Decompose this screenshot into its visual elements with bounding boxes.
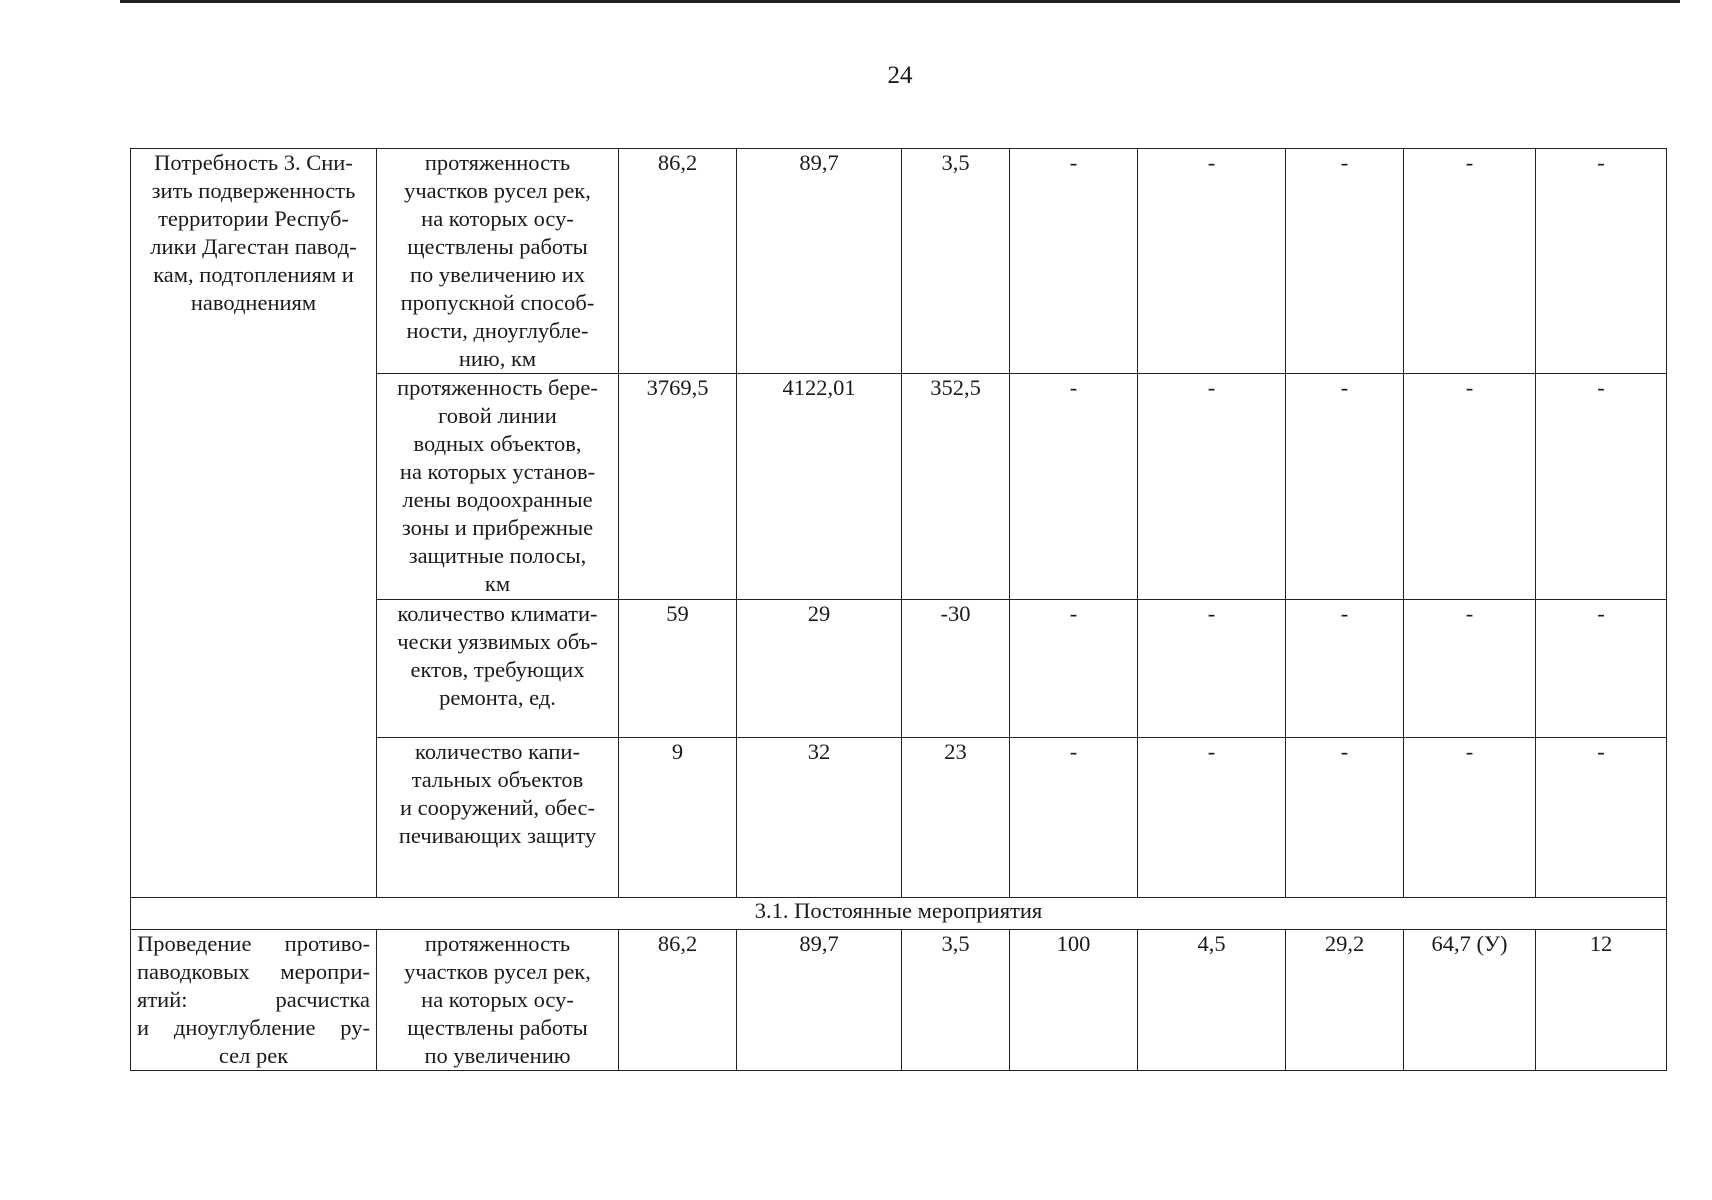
indicator-cell xyxy=(377,149,619,374)
page-top-edge xyxy=(120,0,1680,3)
value-cell: - xyxy=(1536,738,1667,898)
value-cell: - xyxy=(1404,738,1536,898)
indicator-line: км xyxy=(484,571,511,596)
value-cell: 89,7 xyxy=(737,149,902,374)
need-line: кам, подтоплениям и xyxy=(153,262,354,287)
value-cell: - xyxy=(1010,374,1138,600)
table-row xyxy=(131,930,1667,1071)
indicator-line: на которых установ- xyxy=(399,459,596,484)
table-row xyxy=(131,149,1667,374)
indicator-line: участков русел рек, xyxy=(404,959,591,984)
value-cell: 9 xyxy=(619,738,737,898)
indicator-line: и сооружений, обес- xyxy=(399,795,596,820)
indicator-line: лены водоохранные xyxy=(402,487,593,512)
value-cell: 23 xyxy=(902,738,1010,898)
indicator-line: тальных объектов xyxy=(411,767,584,792)
event-line: сел рек xyxy=(218,1043,289,1068)
indicator-cell xyxy=(377,930,619,1071)
value-cell: 29,2 xyxy=(1286,930,1404,1071)
value-cell: - xyxy=(1286,374,1404,600)
value-cell: 3,5 xyxy=(902,149,1010,374)
value-cell: - xyxy=(1536,374,1667,600)
value-cell: 3,5 xyxy=(902,930,1010,1071)
value-cell: - xyxy=(1286,738,1404,898)
value-cell: - xyxy=(1286,600,1404,738)
value-cell: 86,2 xyxy=(619,930,737,1071)
value-cell: -30 xyxy=(902,600,1010,738)
indicator-line: участков русел рек, xyxy=(404,178,591,203)
need-line: лики Дагестан павод- xyxy=(150,234,357,259)
value-cell: - xyxy=(1138,149,1286,374)
need-line: наводнениям xyxy=(190,290,317,315)
event-cell xyxy=(131,930,377,1071)
event-line: Проведение противо- xyxy=(137,931,370,956)
indicator-cell xyxy=(377,374,619,600)
value-cell: - xyxy=(1010,600,1138,738)
value-cell: - xyxy=(1286,149,1404,374)
value-cell: - xyxy=(1138,600,1286,738)
value-cell: - xyxy=(1536,149,1667,374)
section-title: 3.1. Постоянные мероприятия xyxy=(131,898,1667,930)
value-cell: 59 xyxy=(619,600,737,738)
indicator-line: протяженность бере- xyxy=(397,375,598,400)
event-line: паводковых меропри- xyxy=(137,959,370,984)
indicator-line: ществлены работы xyxy=(407,234,588,259)
indicator-line: на которых осу- xyxy=(421,987,574,1012)
value-cell: - xyxy=(1138,738,1286,898)
indicator-line: пропускной способ- xyxy=(400,290,595,315)
indicator-line: по увеличению их xyxy=(409,262,586,287)
indicator-line: ществлены работы xyxy=(407,1015,588,1040)
indicator-line: протяженность xyxy=(424,150,571,175)
value-cell: - xyxy=(1404,149,1536,374)
indicator-line: количество капи- xyxy=(415,739,580,764)
indicator-cell xyxy=(377,600,619,738)
indicator-line: чески уязвимых объ- xyxy=(397,629,598,654)
value-cell: - xyxy=(1138,374,1286,600)
event-line: и дноуглубление ру- xyxy=(137,1015,370,1040)
value-cell: 4,5 xyxy=(1138,930,1286,1071)
value-cell: 352,5 xyxy=(902,374,1010,600)
need-line: зить подверженность xyxy=(151,178,356,203)
need-line: территории Респуб- xyxy=(158,206,349,231)
value-cell: 29 xyxy=(737,600,902,738)
section-row xyxy=(131,898,1667,930)
indicator-line: количество климати- xyxy=(397,601,598,626)
value-cell: - xyxy=(1536,600,1667,738)
indicator-line: зоны и прибрежные xyxy=(401,515,594,540)
value-cell: - xyxy=(1010,149,1138,374)
indicator-line: говой линии xyxy=(438,403,557,428)
indicator-line: водных объектов, xyxy=(413,431,582,456)
indicator-line: нию, км xyxy=(458,346,537,371)
need-cell xyxy=(131,149,377,898)
value-cell: 86,2 xyxy=(619,149,737,374)
value-cell: 3769,5 xyxy=(619,374,737,600)
event-line: ятий: расчистка xyxy=(137,987,370,1012)
value-cell: - xyxy=(1404,600,1536,738)
indicator-cell xyxy=(377,738,619,898)
need-line: Потребность 3. Сни- xyxy=(154,150,353,175)
indicator-line: ности, дноуглубле- xyxy=(406,318,589,343)
indicator-line: ремонта, ед. xyxy=(439,685,556,710)
indicator-line: защитные полосы, xyxy=(408,543,587,568)
indicator-line: печивающих защиту xyxy=(398,823,597,848)
value-cell: - xyxy=(1010,738,1138,898)
value-cell: 12 xyxy=(1536,930,1667,1071)
value-cell: 100 xyxy=(1010,930,1138,1071)
value-cell: 4122,01 xyxy=(737,374,902,600)
value-cell: 89,7 xyxy=(737,930,902,1071)
indicator-line: по увеличению xyxy=(424,1043,571,1068)
indicator-line: протяженность xyxy=(424,931,571,956)
value-cell: - xyxy=(1404,374,1536,600)
value-cell: 32 xyxy=(737,738,902,898)
page-number: 24 xyxy=(887,62,913,89)
value-cell: 64,7 (У) xyxy=(1404,930,1536,1071)
indicator-line: ектов, требующих xyxy=(410,657,585,682)
indicators-table xyxy=(130,148,1667,1071)
indicator-line: на которых осу- xyxy=(421,206,574,231)
